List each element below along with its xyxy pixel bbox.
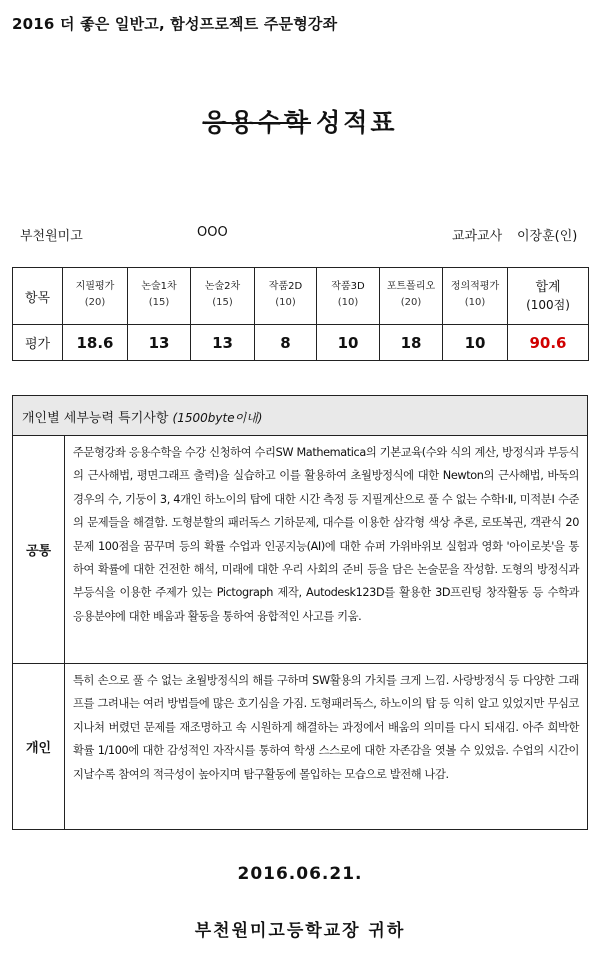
item-max: (10) (275, 297, 296, 308)
evaluation-header (13, 396, 587, 436)
item-name: 지필평가 (75, 281, 115, 292)
item-name: 정의적평가 (450, 281, 500, 292)
item-name: 작품2D (268, 281, 303, 292)
school-name: 부천원미고 (20, 229, 83, 244)
teacher-name: 이장훈(인) (517, 229, 578, 244)
item-row-label: 항목 (13, 268, 63, 325)
evaluation-limit: (1500byte이내) (172, 411, 263, 425)
score-value-row (13, 325, 589, 361)
common-label: 공통 (13, 436, 65, 663)
personal-text: 특히 손으로 풀 수 없는 초월방정식의 해를 구하며 SW활용의 가치를 크게 느낌. 사랑방정식 등 다양한 그래프를 그려내는 여러 방법들에 많은 호기심을 가짐. 도형패러독스, 하노이의 탑 등 익히 알고 있었지만 무심코 지나쳐 버렸던 문제를 재조명하고 속 시원하게 해결하는 과정에서 배움의 의미를 다시 되새김. 아주 희박한 확률 1/100에 대한 감성적인 자작시를 통하여 학생 스스로에 대한 자존감을 엿볼 수 있었음. 수업의 시간이 지날수록 참여의 적극성이 높아지며 탐구활동에 몰입하는 모습으로 발전해 나감. (73, 674, 579, 781)
evaluation-common-row (13, 436, 587, 664)
total-max: (100점) (526, 297, 570, 312)
document-date: 2016.06.21. (237, 864, 363, 884)
evaluation-section (12, 395, 588, 830)
score-header-row (13, 268, 589, 325)
item-name: 포트폴리오 (386, 281, 436, 292)
total-score-value: 90.6 (508, 325, 589, 361)
common-text: 주문형강좌 응용수학을 수강 신청하여 수리SW Mathematica의 기본교육(수와 식의 계산, 방정식과 부등식의 근사해법, 평면그래프 출력)을 실습하고 이를 활용하여 초월방정식에 대한 Newton의 근사해법, 바둑의 경우의 수, 기둥이 3, 4개인 하노이의 탑에 대한 시간 측정 등 지필계산으로 풀 수 없는 수학Ⅰ·Ⅱ, 미적분Ⅰ 수준의 문제들을 해결함. 도형분할의 패러독스 기하문제, 대수를 이용한 삼각형 색상 추론, 로또복권, 객관식 20문제 100점을 꿈꾸며 등의 확률 수업과 인공지능(AI)에 대한 슈퍼 가위바위보 실험과 영화 '아이로봇'을 통하여 확률에 대한 건전한 해석, 미래에 대한 우리 사회의 준비 등을 담은 논술문을 작성함. 도형의 방정식과 부등식을 이용한 주제가 있는 Pictograph 제작, Autodesk123D를 활용한 3D프린팅 창작활동 등 수학과 응용분야에 대한 배움과 활동을 통하여 융합적인 사고를 키움. (73, 446, 579, 623)
score-value: 10 (317, 325, 380, 361)
item-max: (15) (212, 297, 233, 308)
item-name: 논술2차 (204, 281, 241, 292)
item-max: (20) (400, 297, 422, 308)
score-item-header (443, 268, 508, 325)
program-header: 2016 더 좋은 일반고, 함성프로젝트 주문형강좌 (12, 15, 338, 33)
item-max: (20) (84, 297, 106, 308)
student-name: OOO (197, 225, 228, 240)
score-item-header (128, 268, 191, 325)
item-max: (10) (337, 297, 359, 308)
value-row-label: 평가 (13, 325, 63, 361)
score-item-header (317, 268, 380, 325)
score-value: 13 (191, 325, 255, 361)
total-name: 합계 (535, 279, 561, 295)
score-value: 18 (380, 325, 443, 361)
score-value: 18.6 (63, 325, 128, 361)
title-suffix: 성적표 (316, 108, 398, 137)
score-item-header (63, 268, 128, 325)
evaluation-personal-row (13, 664, 587, 829)
score-value: 13 (128, 325, 191, 361)
score-item-header (191, 268, 255, 325)
total-header (508, 268, 589, 325)
evaluation-title: 개인별 세부능력 특기사항 (22, 411, 169, 426)
score-item-header (380, 268, 443, 325)
score-item-header (255, 268, 317, 325)
item-max: (15) (148, 297, 170, 308)
teacher-label: 교과교사 (452, 229, 503, 244)
score-value: 8 (255, 325, 317, 361)
item-name: 논술1차 (141, 281, 177, 292)
item-max: (10) (464, 297, 486, 308)
item-name: 작품3D (331, 281, 365, 292)
document-title (0, 103, 600, 139)
score-table (12, 267, 589, 361)
document-recipient: 부천원미고등학교장 귀하 (194, 921, 406, 941)
score-value: 10 (443, 325, 508, 361)
title-subject: 응용수학 (202, 108, 312, 137)
personal-label: 개인 (13, 664, 65, 829)
